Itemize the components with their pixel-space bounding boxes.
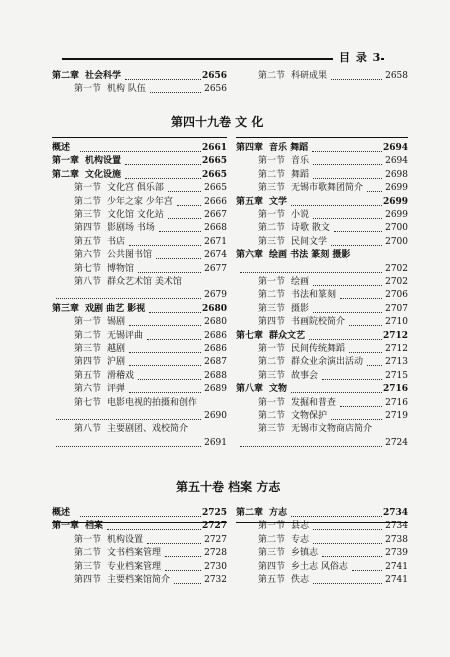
- entry-page-number: 2686: [204, 344, 227, 354]
- leader-dots: [331, 410, 382, 420]
- entry-page-number: 2665: [204, 183, 227, 194]
- leader-dots: [149, 303, 201, 313]
- entry-label: 第三章: [52, 303, 80, 314]
- entry-label: 第二章: [52, 169, 80, 180]
- leader-dots: [165, 547, 201, 557]
- toc-entry: [74, 83, 227, 96]
- entry-page-number: 2689: [204, 384, 227, 395]
- entry-page-number: 2741: [385, 575, 408, 585]
- entry-page-number: 2699: [385, 210, 408, 220]
- entry-title: 电影电视的拍摄和创作: [107, 397, 198, 408]
- entry-title: 评弹: [107, 384, 126, 395]
- entry-label: 第一节: [258, 156, 286, 167]
- entry-label: 第六节: [74, 250, 102, 261]
- leader-dots: [150, 83, 201, 93]
- entry-page-number: 2741: [385, 561, 408, 572]
- entry-page-number: 2732: [204, 575, 227, 585]
- leader-dots: [80, 507, 201, 517]
- leader-dots: [313, 534, 382, 544]
- toc-entry: [52, 410, 227, 423]
- entry-label: 第二节: [258, 357, 286, 368]
- entry-label: 第二节: [74, 330, 102, 341]
- entry-label: 第三节: [258, 183, 286, 194]
- leader-dots: [129, 356, 201, 366]
- entry-page-number: 2728: [204, 548, 227, 559]
- entry-page-number: 2691: [204, 437, 227, 448]
- leader-dots: [313, 155, 382, 165]
- toc-entry: [258, 276, 408, 289]
- toc-entry: [74, 182, 227, 195]
- entry-title: 少年之家 少年宫: [107, 196, 173, 207]
- toc-entry: [52, 507, 227, 520]
- entry-title: 专志: [291, 534, 310, 545]
- volume-49-title: 第四十九卷 文 化: [171, 115, 264, 129]
- toc-entry: [258, 155, 408, 168]
- entry-page-number: 2690: [204, 411, 227, 421]
- entry-page-number: 2734: [382, 508, 408, 518]
- entry-page-number: 2686: [204, 330, 227, 341]
- toc-entry: [74, 397, 227, 410]
- toc-entry: [258, 289, 408, 302]
- entry-page-number: 2730: [204, 561, 227, 572]
- leader-dots: [367, 182, 382, 192]
- entry-title: 故事会: [291, 370, 319, 381]
- entry-page-number: 2734: [385, 521, 408, 532]
- entry-title: 主要档案馆简介: [107, 575, 171, 585]
- entry-page-number: 2699: [382, 196, 408, 207]
- entry-page-number: 2677: [204, 263, 227, 274]
- toc-entry: [258, 561, 408, 574]
- leader-dots: [291, 196, 382, 206]
- entry-title: 文书档案管理: [107, 548, 162, 559]
- entry-title: 戏剧 曲艺 影视: [85, 303, 146, 314]
- volume-50-title: 第五十卷 档案 方志: [176, 480, 281, 494]
- entry-page-number: 2715: [385, 370, 408, 381]
- entry-title: 公共图书馆: [107, 250, 153, 261]
- entry-title: 无锡评曲: [107, 330, 144, 341]
- toc-entry: [258, 169, 408, 182]
- entry-label: 第一节: [74, 317, 102, 328]
- toc-entry: [74, 423, 227, 436]
- entry-label: 第二节: [74, 196, 102, 207]
- entry-title: 摄影: [291, 303, 310, 314]
- entry-title: 文物保护: [291, 411, 328, 421]
- volume-49-left-rule: [52, 137, 227, 138]
- entry-title: 滑稽戏: [107, 370, 135, 381]
- toc-entry: [258, 534, 408, 547]
- entry-label: 第二章: [52, 71, 80, 81]
- entry-title: 社会科学: [85, 71, 122, 81]
- leader-dots: [129, 343, 201, 353]
- leader-dots: [147, 330, 201, 340]
- leader-dots: [334, 222, 382, 232]
- toc-entry: [258, 70, 408, 83]
- entry-page-number: 2727: [204, 534, 227, 545]
- entry-label: 第五节: [74, 370, 102, 381]
- entry-page-number: 2694: [382, 143, 408, 153]
- entry-page-number: 2725: [201, 508, 227, 518]
- entry-title: 机构 队伍: [107, 84, 146, 95]
- entry-label: 第三节: [258, 424, 286, 435]
- entry-label: 第四章: [236, 143, 264, 153]
- entry-label: 第四节: [258, 561, 286, 572]
- leader-dots: [240, 437, 382, 447]
- entry-label: 第八节: [74, 277, 102, 287]
- leader-dots: [168, 209, 201, 219]
- leader-dots: [138, 263, 201, 273]
- leader-dots: [313, 276, 382, 286]
- entry-page-number: 2739: [385, 548, 408, 559]
- entry-page-number: 2719: [385, 411, 408, 421]
- entry-title: 群众艺术馆 美术馆: [107, 277, 182, 287]
- entry-label: 概述: [52, 143, 71, 153]
- leader-dots: [322, 370, 382, 380]
- toc-entry: [74, 209, 227, 222]
- entry-label: 第六节: [74, 384, 102, 395]
- entry-title: 机构设置: [85, 156, 122, 167]
- leader-dots: [291, 383, 382, 393]
- leader-dots: [291, 507, 382, 517]
- toc-entry: [74, 383, 227, 396]
- entry-page-number: 2716: [382, 384, 408, 395]
- entry-page-number: 2699: [385, 183, 408, 194]
- leader-dots: [147, 534, 201, 544]
- entry-page-number: 2665: [201, 169, 227, 180]
- leader-dots: [56, 410, 201, 420]
- entry-label: 第八章: [236, 384, 264, 395]
- entry-label: 第一节: [74, 183, 102, 194]
- entry-page-number: 2713: [385, 357, 408, 368]
- entry-label: 第七节: [74, 263, 102, 274]
- toc-entry: [258, 303, 408, 316]
- entry-title: 民间传统舞蹈: [291, 344, 346, 354]
- entry-label: 第四节: [74, 357, 102, 368]
- toc-entry: [74, 196, 227, 209]
- entry-label: 第七章: [236, 330, 264, 341]
- entry-label: 第一章: [52, 156, 80, 167]
- toc-entry: [52, 437, 227, 450]
- toc-entry: [258, 343, 408, 356]
- entry-title: 县志: [291, 521, 310, 532]
- entry-label: 第一节: [258, 397, 286, 408]
- entry-page-number: 2712: [382, 330, 408, 341]
- entry-page-number: 2698: [385, 169, 408, 180]
- entry-page-number: 2716: [385, 397, 408, 408]
- entry-label: 第三节: [258, 370, 286, 381]
- entry-page-number: 2688: [204, 370, 227, 381]
- toc-entry: [52, 303, 227, 316]
- toc-entry: [52, 169, 227, 182]
- toc-entry: [74, 236, 227, 249]
- entry-title: 小说: [291, 210, 310, 220]
- entry-title: 博物馆: [107, 263, 135, 274]
- entry-page-number: 2738: [385, 534, 408, 545]
- toc-entry: [258, 370, 408, 383]
- entry-page-number: 2700: [385, 223, 408, 234]
- leader-dots: [165, 561, 201, 571]
- entry-title: 绘画: [291, 277, 310, 287]
- toc-entry: [258, 410, 408, 423]
- toc-entry: [236, 263, 408, 276]
- leader-dots: [340, 397, 382, 407]
- toc-entry: [52, 155, 227, 168]
- entry-page-number: 2671: [204, 236, 227, 247]
- toc-entry: [52, 142, 227, 155]
- leader-dots: [309, 330, 382, 340]
- entry-title: 发掘和普查: [291, 397, 337, 408]
- entry-title: 文化宫 俱乐部: [107, 183, 164, 194]
- entry-page-number: 2687: [204, 357, 227, 368]
- toc-entry: [258, 222, 408, 235]
- toc-entry: [258, 520, 408, 533]
- entry-page-number: 2702: [385, 263, 408, 274]
- entry-title: 书画院校简介: [291, 317, 346, 328]
- entry-label: 第五章: [236, 196, 264, 207]
- entry-label: 第二节: [258, 534, 286, 545]
- entry-label: 第二节: [258, 290, 286, 301]
- entry-page-number: 2666: [204, 196, 227, 207]
- entry-title: 主要剧团、戏校简介: [107, 424, 189, 435]
- entry-title: 书法和篆刻: [291, 290, 337, 301]
- entry-page-number: 2710: [385, 317, 408, 328]
- leader-dots: [125, 155, 201, 165]
- toc-entry: [258, 182, 408, 195]
- toc-entry: [74, 547, 227, 560]
- toc-entry: [258, 423, 408, 436]
- entry-label: 第五节: [74, 236, 102, 247]
- entry-title: 书店: [107, 236, 126, 247]
- entry-label: 第一节: [258, 210, 286, 220]
- leader-dots: [312, 142, 382, 152]
- toc-entry: [74, 574, 227, 587]
- leader-dots: [56, 437, 201, 447]
- toc-entry: [74, 263, 227, 276]
- entry-title: 文化馆 文化站: [107, 210, 164, 220]
- entry-label: 第三节: [258, 303, 286, 314]
- leader-dots: [174, 574, 201, 584]
- leader-dots: [125, 70, 201, 80]
- entry-label: 第三节: [74, 210, 102, 220]
- entry-label: 第二章: [236, 508, 264, 518]
- leader-dots: [313, 209, 382, 219]
- leader-dots: [159, 222, 201, 232]
- entry-page-number: 2658: [385, 71, 408, 81]
- leader-dots: [340, 289, 382, 299]
- toc-entry: [74, 316, 227, 329]
- toc-entry: [74, 330, 227, 343]
- entry-title: 科研成果: [291, 71, 328, 81]
- toc-entry: [74, 343, 227, 356]
- toc-entry: [52, 70, 227, 83]
- leader-dots: [129, 383, 201, 393]
- toc-entry: [74, 561, 227, 574]
- toc-entry: [258, 236, 408, 249]
- entry-page-number: 2656: [201, 71, 227, 81]
- entry-page-number: 2680: [204, 317, 227, 328]
- entry-label: 第六章: [236, 250, 264, 261]
- leader-dots: [177, 196, 201, 206]
- entry-label: 第七节: [74, 397, 102, 408]
- entry-page-number: 2724: [385, 437, 408, 448]
- entry-title: 乡镇志: [291, 548, 319, 559]
- leader-dots: [313, 574, 382, 584]
- entry-title: 锡剧: [107, 317, 126, 328]
- leader-dots: [240, 263, 382, 273]
- entry-label: 第三节: [258, 548, 286, 559]
- entry-page-number: 2661: [201, 143, 227, 153]
- entry-title: 档案: [85, 521, 104, 532]
- entry-page-number: 2727: [201, 521, 227, 532]
- entry-title: 方志: [269, 508, 288, 518]
- leader-dots: [129, 316, 201, 326]
- entry-page-number: 2674: [204, 250, 227, 261]
- toc-entry: [236, 196, 408, 209]
- entry-label: 第二节: [258, 169, 286, 180]
- entry-title: 无锡市文物商店简介: [291, 424, 373, 435]
- entry-title: 群众业余演出活动: [291, 357, 364, 368]
- volume-49-right-rule: [236, 137, 408, 138]
- entry-label: 第五节: [258, 575, 286, 585]
- leader-dots: [56, 289, 201, 299]
- toc-entry: [52, 520, 227, 533]
- entry-page-number: 2702: [385, 277, 408, 287]
- entry-label: 第二节: [74, 548, 102, 559]
- toc-entry: [74, 356, 227, 369]
- entry-title: 民间文学: [291, 236, 328, 247]
- toc-entry: [258, 574, 408, 587]
- entry-title: 影剧场 书场: [107, 223, 155, 234]
- toc-entry: [74, 276, 227, 289]
- entry-title: 文学: [269, 196, 288, 207]
- toc-entry: [258, 209, 408, 222]
- entry-page-number: 2700: [385, 236, 408, 247]
- entry-page-number: 2668: [204, 223, 227, 234]
- entry-page-number: 2656: [204, 84, 227, 95]
- toc-entry: [236, 437, 408, 450]
- toc-entry: [236, 330, 408, 343]
- leader-dots: [129, 236, 201, 246]
- entry-label: 第一节: [74, 534, 102, 545]
- entry-label: 第三节: [74, 344, 102, 354]
- toc-entry: [258, 547, 408, 560]
- entry-title: 乡土志 风俗志: [291, 561, 348, 572]
- entry-page-number: 2665: [201, 156, 227, 167]
- entry-label: 第四节: [74, 575, 102, 585]
- leader-dots: [313, 169, 382, 179]
- toc-entry: [74, 222, 227, 235]
- entry-title: 机构设置: [107, 534, 144, 545]
- entry-title: 音乐: [291, 156, 310, 167]
- leader-dots: [168, 182, 201, 192]
- toc-entry: [52, 289, 227, 302]
- leader-dots: [331, 70, 382, 80]
- entry-label: 第一节: [258, 521, 286, 532]
- leader-dots: [313, 520, 382, 530]
- entry-label: 第一节: [258, 277, 286, 287]
- entry-title: 越剧: [107, 344, 126, 354]
- entry-label: 第四节: [258, 317, 286, 328]
- running-header: 目 录 3: [333, 49, 381, 65]
- toc-entry: [74, 249, 227, 262]
- toc-entry: [258, 316, 408, 329]
- entry-title: 绘画 书法 篆刻 摄影: [269, 250, 351, 261]
- entry-title: 群众文艺: [269, 330, 306, 341]
- entry-page-number: 2679: [204, 290, 227, 301]
- leader-dots: [322, 547, 382, 557]
- entry-label: 第二节: [258, 223, 286, 234]
- entry-label: 第三节: [74, 561, 102, 572]
- entry-label: 第二节: [258, 71, 286, 81]
- entry-title: 音乐 舞蹈: [269, 143, 309, 153]
- leader-dots: [349, 343, 382, 353]
- entry-page-number: 2706: [385, 290, 408, 301]
- toc-entry: [236, 142, 408, 155]
- entry-label: 第四节: [74, 223, 102, 234]
- entry-page-number: 2694: [385, 156, 408, 167]
- toc-entry: [74, 534, 227, 547]
- entry-title: 文化设施: [85, 169, 122, 180]
- entry-page-number: 2712: [385, 344, 408, 354]
- entry-title: 佚志: [291, 575, 310, 585]
- toc-entry: [74, 370, 227, 383]
- entry-title: 无锡市歌舞团简介: [291, 183, 364, 194]
- toc-entry: [258, 397, 408, 410]
- entry-label: 第三节: [258, 236, 286, 247]
- leader-dots: [367, 356, 382, 366]
- toc-entry: [236, 249, 408, 262]
- leader-dots: [349, 316, 382, 326]
- entry-title: 沪剧: [107, 357, 126, 368]
- entry-label: 第一节: [258, 344, 286, 354]
- toc-entry: [258, 356, 408, 369]
- entry-label: 第一节: [74, 84, 102, 95]
- leader-dots: [80, 142, 201, 152]
- leader-dots: [331, 236, 382, 246]
- entry-page-number: 2680: [201, 303, 227, 314]
- entry-label: 概述: [52, 508, 71, 518]
- leader-dots: [125, 169, 201, 179]
- leader-dots: [352, 561, 382, 571]
- leader-dots: [313, 303, 382, 313]
- leader-dots: [156, 249, 201, 259]
- entry-label: 第二节: [258, 411, 286, 421]
- entry-title: 专业档案管理: [107, 561, 162, 572]
- entry-label: 第八节: [74, 424, 102, 435]
- entry-label: 第一章: [52, 521, 80, 532]
- entry-title: 文物: [269, 384, 288, 395]
- toc-entry: [236, 383, 408, 396]
- toc-entry: [236, 507, 408, 520]
- leader-dots: [138, 370, 201, 380]
- entry-title: 诗歌 散文: [291, 223, 330, 234]
- entry-page-number: 2667: [204, 210, 227, 220]
- entry-title: 舞蹈: [291, 169, 310, 180]
- leader-dots: [107, 520, 201, 530]
- entry-page-number: 2707: [385, 303, 408, 314]
